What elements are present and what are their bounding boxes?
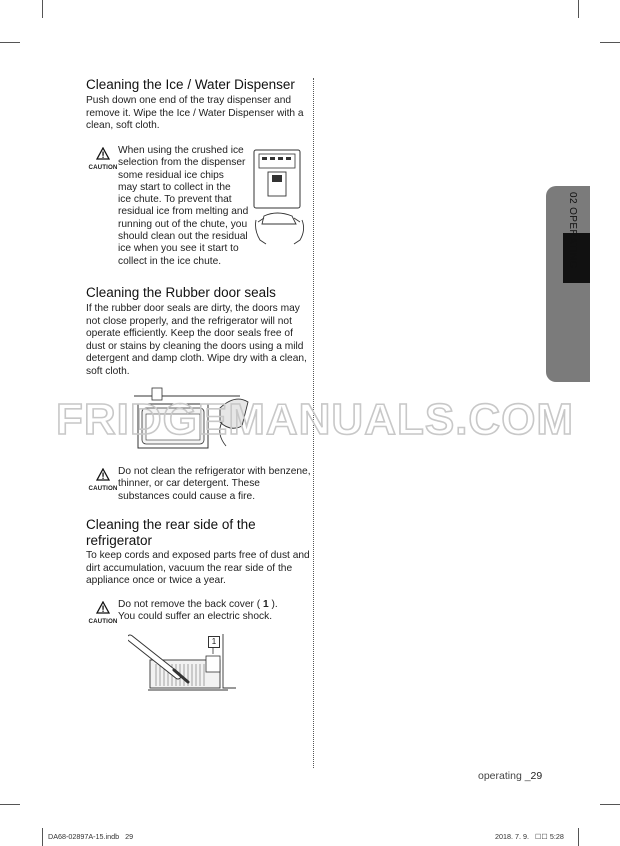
caution-label: CAUTION [88, 164, 118, 171]
caution-line: When using the crushed ice [118, 145, 244, 156]
file-info: DA68-02897A-15.indb 29 [48, 832, 134, 841]
caution-text-back-cover [118, 599, 298, 624]
crop-mark [0, 42, 20, 43]
footer-section: operating _ [478, 770, 531, 782]
caution-line: residual ice from melting and [118, 206, 249, 218]
heading-line: refrigerator [86, 533, 153, 548]
caution-line: some residual ice chips [118, 169, 224, 181]
caution-line: ice when you see it start to [118, 243, 239, 255]
caution-line: substances could cause a fire. [118, 490, 256, 502]
print-info: 2018. 7. 9. ☐☐ 5:28 [495, 832, 564, 841]
crop-mark [0, 804, 20, 805]
rear-vacuum-illustration [128, 632, 238, 698]
page-footer [478, 770, 542, 782]
dispenser-illustration [252, 148, 310, 248]
section-body-door-seals: If the rubber door seals are dirty, the doors may not close properly, and the refrigerator will not operate efficiently. Keep the door seals free of dust or stains by cleaning the doors using a mild detergent and damp cloth. Wipe dry with a clean, soft cloth. [86, 303, 307, 377]
page-number: 29 [530, 770, 543, 782]
callout-number-box [208, 636, 220, 648]
section-heading-rear-side [86, 517, 256, 549]
watermark: FRIDGEMANUALS.COM [56, 395, 575, 444]
caution-text-part: Do not remove the back cover ( [118, 599, 263, 610]
caution-line: ice chute. To prevent that [118, 194, 232, 206]
caution-icon [86, 147, 120, 171]
caution-line: Do not clean the refrigerator with benzene, [118, 466, 311, 477]
caution-label: CAUTION [88, 485, 118, 492]
heading-line: Cleaning the rear side of the [86, 517, 256, 532]
caution-line: should clean out the residual [118, 231, 248, 243]
chapter-tab-label: 02 OPERATING [567, 192, 578, 269]
section-body-ice-water: Push down one end of the tray dispenser and remove it. Wipe the Ice / Water Dispenser with a clean, soft cloth. [86, 95, 304, 132]
caution-line [118, 599, 298, 611]
crop-mark [578, 828, 579, 846]
caution-line: You could suffer an electric shock. [118, 611, 273, 623]
caution-line: collect in the ice chute. [118, 255, 222, 267]
back-cover-number: 1 [262, 599, 269, 610]
crop-mark [42, 0, 43, 18]
callout-number: 1 [211, 637, 217, 646]
crop-mark [600, 804, 620, 805]
crop-mark [600, 42, 620, 43]
caution-line: selection from the dispenser [118, 157, 246, 169]
caution-line: thinner, or car detergent. These [118, 478, 260, 490]
section-body-rear-side: To keep cords and exposed parts free of dust and dirt accumulation, vacuum the rear side of the appliance once or twice a year. [86, 550, 310, 587]
crop-mark [42, 828, 43, 846]
caution-line: may start to collect in the [118, 181, 231, 193]
caution-text-ice-chute [118, 145, 258, 268]
caution-text-part: ). [268, 599, 278, 610]
caution-label: CAUTION [88, 618, 118, 625]
caution-icon [86, 601, 120, 625]
caution-line: running out of the chute, you [118, 218, 248, 230]
section-heading-ice-water: Cleaning the Ice / Water Dispenser [86, 77, 295, 92]
caution-icon [86, 468, 120, 492]
caution-text-benzene [118, 466, 314, 503]
crop-mark [578, 0, 579, 18]
section-heading-door-seals: Cleaning the Rubber door seals [86, 285, 276, 300]
